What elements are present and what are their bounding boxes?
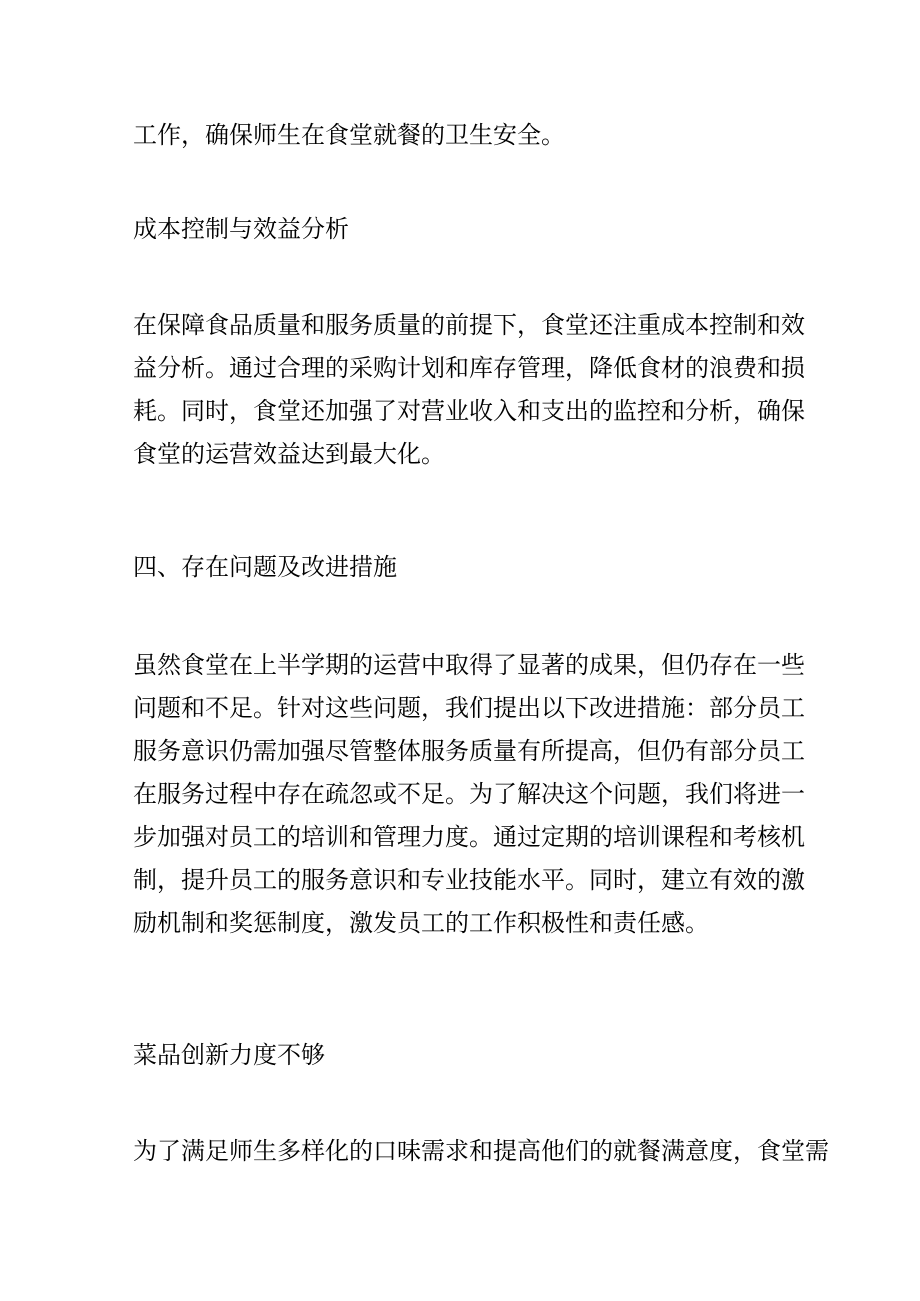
text-line: 工作，确保师生在食堂就餐的卫生安全。 xyxy=(133,121,565,149)
text-line: 在保障食品质量和服务质量的前提下，食堂还注重成本控制和效 xyxy=(133,311,805,339)
section-heading-cost-control xyxy=(133,208,803,251)
text-line: 耗。同时，食堂还加强了对营业收入和支出的监控和分析，确保 xyxy=(133,397,805,425)
paragraph-continuation xyxy=(133,114,803,157)
text-line: 虽然食堂在上半学期的运营中取得了显著的成果，但仍存在一些 xyxy=(133,651,805,679)
paragraph-problems xyxy=(133,644,803,945)
text-line: 在服务过程中存在疏忽或不足。为了解决这个问题，我们将进一 xyxy=(133,780,805,808)
text-line: 食堂的运营效益达到最大化。 xyxy=(133,440,445,468)
text-line: 步加强对员工的培训和管理力度。通过定期的培训课程和考核机 xyxy=(133,823,805,851)
section-heading-problems xyxy=(133,546,803,589)
paragraph-cost-control xyxy=(133,304,803,476)
heading-text: 菜品创新力度不够 xyxy=(133,1041,325,1069)
section-heading-menu-innovation xyxy=(133,1034,803,1077)
paragraph-menu-innovation xyxy=(133,1130,829,1173)
text-line: 问题和不足。针对这些问题，我们提出以下改进措施：部分员工 xyxy=(133,694,805,722)
heading-text: 四、存在问题及改进措施 xyxy=(133,553,397,581)
heading-text: 成本控制与效益分析 xyxy=(133,215,349,243)
text-line: 励机制和奖惩制度，激发员工的工作积极性和责任感。 xyxy=(133,909,709,937)
text-line: 为了满足师生多样化的口味需求和提高他们的就餐满意度，食堂需 xyxy=(133,1137,829,1165)
text-line: 服务意识仍需加强尽管整体服务质量有所提高，但仍有部分员工 xyxy=(133,737,805,765)
text-line: 制，提升员工的服务意识和专业技能水平。同时，建立有效的激 xyxy=(133,866,805,894)
text-line: 益分析。通过合理的采购计划和库存管理，降低食材的浪费和损 xyxy=(133,354,805,382)
